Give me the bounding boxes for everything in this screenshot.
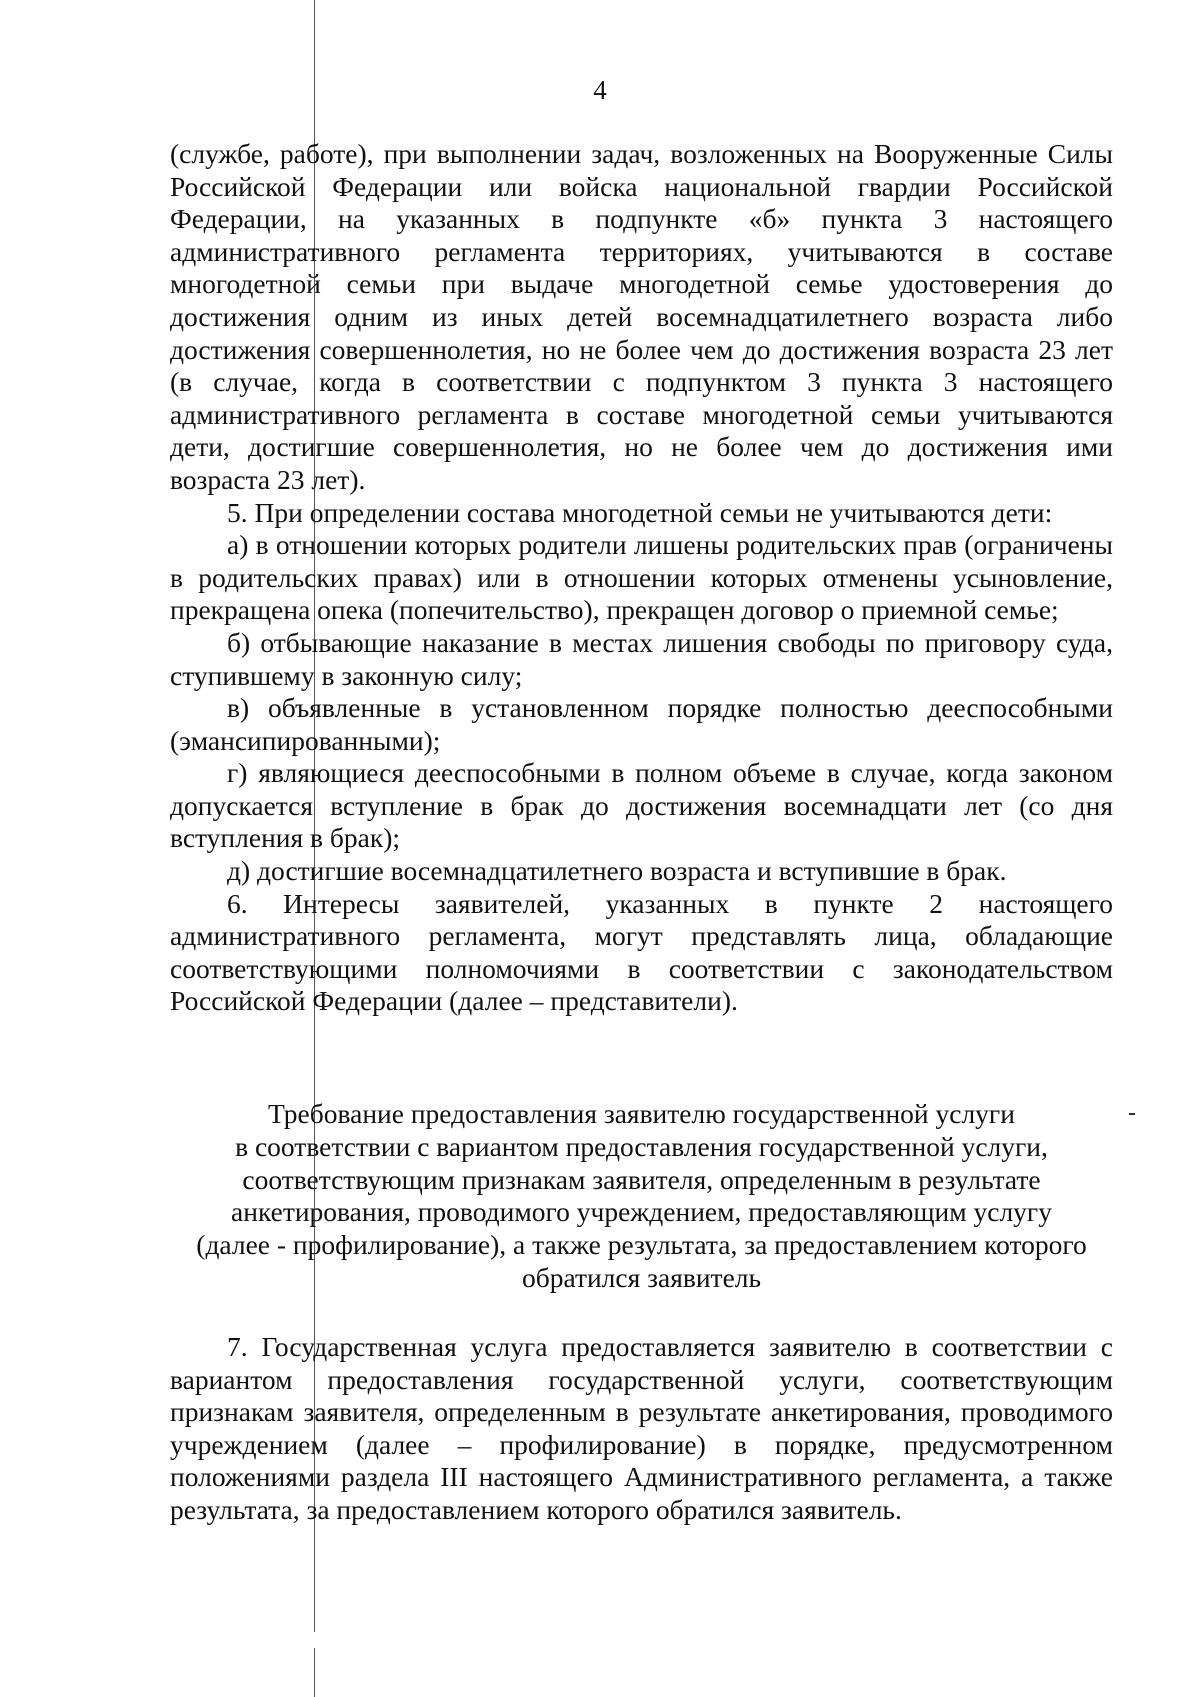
section-heading xyxy=(170,1098,1113,1295)
paragraph-continuation: (службе, работе), при выполнении задач, возложенных на Вооруженные Силы Российской Федерации или войска национальной гвардии Российской Федерации, на указанных в подпункте «б» пункта 3 настоящего административного регламента территориях, учитываются в составе многодетной семьи при выдаче многодетной семье удостоверения до достижения одним из иных детей восемнадцатилетнего возраста либо достижения совершеннолетия, но не более чем до достижения возраста 23 лет (в случае, когда в соответствии с подпунктом 3 пункта 3 настоящего административного регламента в составе многодетной семьи учитываются дети, достигшие совершеннолетия, но не более чем до достижения ими возраста 23 лет). xyxy=(170,138,1113,495)
paragraph-item-5: 5. При определении состава многодетной семьи не учитываются дети: xyxy=(227,496,1053,528)
paragraph-subitem-b: б) отбывающие наказание в местах лишения свободы по приговору суда, ступившему в законную силу; xyxy=(170,626,1113,691)
paragraph-item-6: 6. Интересы заявителей, указанных в пункте 2 настоящего административного регламента, могут представлять лица, обладающие соответствующими полномочиями в соответствии с законодательством Российской Федерации (далее – представители). xyxy=(170,887,1113,1017)
scan-artifact-line-bottom xyxy=(314,1648,315,1697)
paragraph-subitem-d: д) достигшие восемнадцатилетнего возраста и вступившие в брак. xyxy=(227,855,1007,887)
heading-line: анкетирования, проводимого учреждением, предоставляющим услугу xyxy=(231,1196,1052,1228)
page-number: 4 xyxy=(593,75,607,105)
heading-line: обратился заявитель xyxy=(521,1261,762,1293)
heading-line: Требование предоставления заявителю государственной услуги xyxy=(268,1098,1015,1129)
paragraph-item-7: 7. Государственная услуга предоставляется заявителю в соответствии с вариантом предоставления государственной услуги, соответствующим признакам заявителя, определенным в результате анкетирования, проводимого учреждением (далее – профилирование) в порядке, предусмотренном положениями раздела III настоящего Административного регламента, а также результата, за предоставлением которого обратился заявитель. xyxy=(170,1331,1113,1525)
paragraph-subitem-g: г) являющиеся дееспособными в полном объеме в случае, когда законом допускается вступление в брак до достижения восемнадцати лет (со дня вступления в брак); xyxy=(170,757,1113,854)
scan-artifact-dash xyxy=(1129,1113,1135,1115)
heading-line: соответствующим признакам заявителя, определенным в результате xyxy=(242,1163,1041,1195)
heading-line: (далее - профилирование), а также результата, за предоставлением которого xyxy=(196,1229,1087,1261)
document-body-top xyxy=(170,138,1113,1018)
document-body-bottom xyxy=(170,1331,1113,1527)
paragraph-subitem-a: а) в отношении которых родители лишены родительских прав (ограничены в родительских правах) или в отношении которых отменены усыновление, прекращена опека (попечительство), прекращен договор о приемной семье; xyxy=(170,529,1113,626)
heading-line: в соответствии с вариантом предоставления государственной услуги, xyxy=(235,1130,1048,1162)
paragraph-subitem-v: в) объявленные в установленном порядке полностью дееспособными (эмансипированными); xyxy=(170,692,1113,756)
